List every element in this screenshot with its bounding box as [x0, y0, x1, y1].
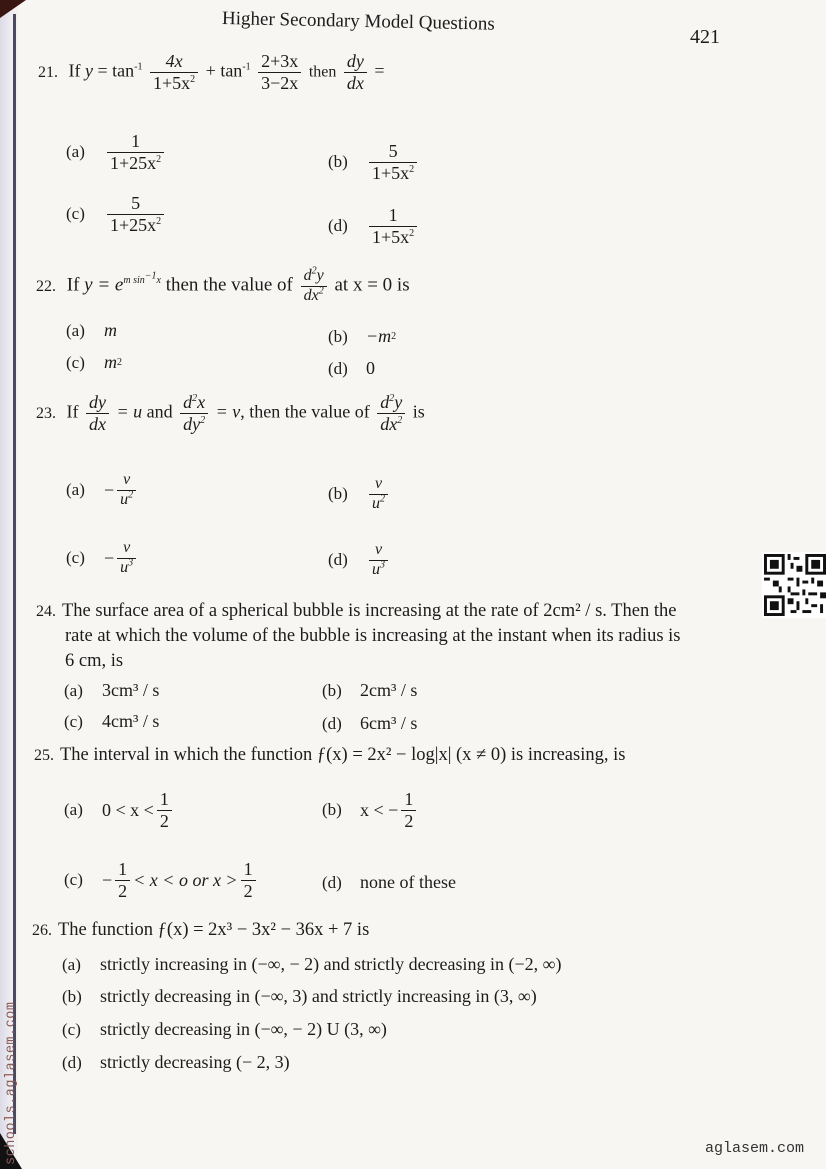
option-22c: (c) m 2 — [66, 352, 122, 372]
option-21c: (c) $\frac{5}{1+25x^2}$ — [66, 194, 167, 235]
option-25a: (a) 0 < x < $\frac{1}{2}$ — [64, 790, 175, 831]
page-corner-shadow — [0, 0, 26, 18]
option-24a: (a) 3cm³ / s — [64, 680, 160, 700]
option-25d: (d) none of these — [322, 872, 456, 892]
question-22-stem: 22. If $y = e^{m sin^{-1}x}$ then the value of $\frac{d^2y}{dx^2}$ at x = 0 is — [36, 265, 410, 304]
option-26a: (a) strictly increasing in (−∞, − 2) and strictly decreasing in (−2, ∞) — [62, 954, 562, 974]
option-22a: (a) m — [66, 320, 117, 340]
option-24b: (b) 2cm³ / s — [322, 680, 418, 700]
option-26b: (b) strictly decreasing in (−∞, 3) and strictly increasing in (3, ∞) — [62, 986, 537, 1006]
running-title: Higher Secondary Model Questions — [221, 8, 495, 35]
qr-code[interactable] — [762, 552, 826, 618]
binding-line — [13, 14, 16, 1134]
option-23a: (a) − $\frac{v}{u^2}$ — [66, 472, 139, 509]
qr-code-icon — [764, 554, 826, 616]
fraction: $\frac{4x}{1+5x^2}$ — [150, 52, 198, 93]
second-derivative-fraction: $\frac{d^2y}{dx^2}$ — [301, 268, 327, 305]
option-26c: (c) strictly decreasing in (−∞, − 2) U (3, ∞) — [62, 1019, 387, 1039]
option-21b: (b) $\frac{5}{1+5x^2}$ — [328, 142, 420, 183]
option-26d: (d) strictly decreasing (− 2, 3) — [62, 1052, 290, 1072]
option-21a: (a) $\frac{1}{1+25x^2}$ — [66, 132, 167, 173]
question-23-stem: 23. If $\frac{dy}{dx}$ = u and $\frac{d^2x}{dy^2}$ = v, then the value of $\frac{d^2y}{dx^2}$ is — [36, 392, 425, 434]
side-watermark: schools.aglasem.com — [4, 1001, 19, 1165]
option-22d: (d) 0 — [328, 358, 375, 378]
question-25-stem: 25. The interval in which the function ƒ(x) = 2x² − log|x| (x ≠ 0) is increasing, is — [34, 745, 626, 765]
option-21d: (d) $\frac{1}{1+5x^2}$ — [328, 206, 420, 247]
question-26-stem: 26. The function ƒ(x) = 2x³ − 3x² − 36x + 7 is — [32, 920, 370, 940]
option-22b: (b) −m 2 — [328, 326, 397, 346]
page-number: 421 — [690, 26, 720, 48]
option-23d: (d) $\frac{v}{u^3}$ — [328, 542, 391, 579]
option-25b: (b) x < − $\frac{1}{2}$ — [322, 790, 419, 831]
option-24c: (c) 4cm³ / s — [64, 711, 160, 731]
option-25c: (c) − $\frac{1}{2}$ < x < o or x > $\frac{1}{2}$ — [64, 860, 259, 901]
option-24d: (d) 6cm³ / s — [322, 713, 418, 733]
question-number: 21. — [38, 63, 58, 81]
question-24-stem: 24. The surface area of a spherical bubble is increasing at the rate of 2cm² / s. Then the rate at which the volume of the bubble is increasing at the instant when its radius is 6 cm, is — [36, 601, 681, 671]
fraction: $\frac{2+3x}{3-2x}$ — [258, 52, 301, 93]
option-23c: (c) − $\frac{v}{u^3}$ — [66, 540, 139, 577]
option-23b: (b) $\frac{v}{u^2}$ — [328, 476, 391, 513]
footer-watermark: aglasem.com — [705, 1140, 805, 1157]
derivative-fraction: $\frac{dy}{dx}$ — [344, 52, 367, 93]
question-21-stem: 21. If $y = \tan^{-1}$ $\frac{4x}{1+5x^2}$ + $\tan^{-1}$ $\frac{2+3x}{3-2x}$ then $\frac{dy}{dx}$ = — [38, 51, 385, 93]
